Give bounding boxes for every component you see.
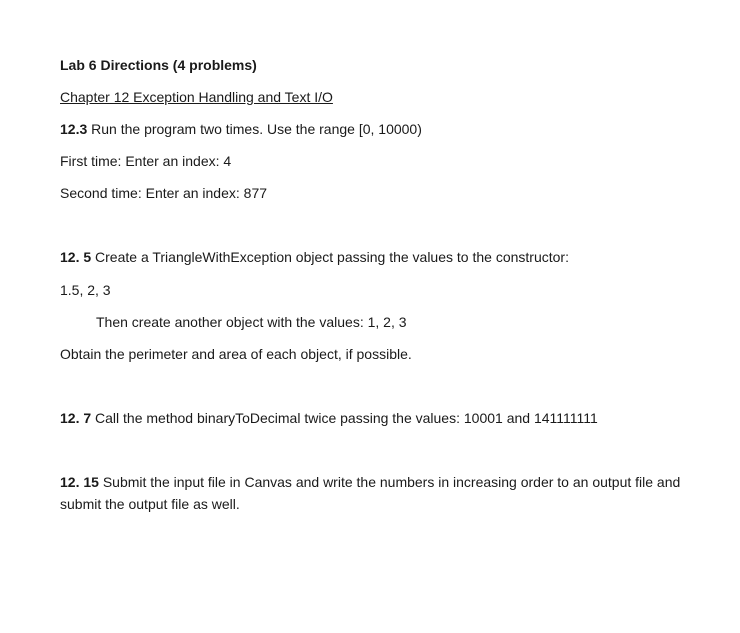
first-run-line: First time: Enter an index: 4 [60,153,232,169]
problem-text: Call the method binaryToDecimal twice passing the values: 10001 and 141111111 [91,410,598,426]
chapter-heading: Chapter 12 Exception Handling and Text I/O [60,89,333,105]
lab-title: Lab 6 Directions (4 problems) [60,57,257,73]
problem-text: Create a TriangleWithException object passing the values to the constructor: [91,249,569,265]
problem-text: Submit the input file in Canvas and write the numbers in increasing order to an output file and submit the output file as well. [60,474,681,512]
problem-number: 12. 5 [60,249,92,265]
problem-number: 12. 7 [60,410,92,426]
obtain-line: Obtain the perimeter and area of each object, if possible. [60,346,412,362]
second-object-line: Then create another object with the values: 1, 2, 3 [96,314,407,330]
second-run-line: Second time: Enter an index: 877 [60,185,268,201]
problem-12-5 [60,248,569,266]
first-values-line: 1.5, 2, 3 [60,282,111,298]
problem-12-3 [60,120,422,138]
problem-12-15 [60,471,690,515]
problem-number: 12.3 [60,121,88,137]
problem-text: Run the program two times. Use the range [0, 10000) [87,121,422,137]
problem-number: 12. 15 [60,474,99,490]
problem-12-7 [60,409,598,427]
